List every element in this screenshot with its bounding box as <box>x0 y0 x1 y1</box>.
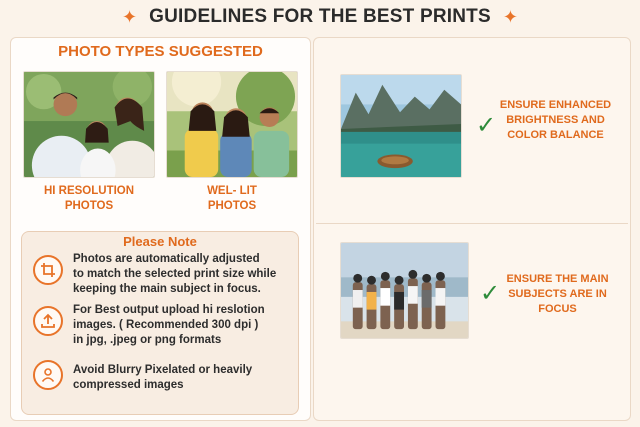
section-title: PHOTO TYPES SUGGESTED <box>58 43 263 60</box>
upload-icon <box>33 306 63 336</box>
page-header <box>0 0 640 34</box>
checkmark-icon: ✓ <box>480 280 501 307</box>
kids-photo <box>166 71 298 178</box>
sparkle-icon: ✦ <box>502 7 518 27</box>
note-item-avoid-blurry: Avoid Blurry Pixelated or heavily compressed images <box>73 364 253 391</box>
right-caption-brightness: ENSURE ENHANCED BRIGHTNESS AND COLOR BALANCE <box>499 99 612 141</box>
photo-caption-hi-resolution: HI RESOLUTION PHOTOS <box>43 185 135 212</box>
person-icon <box>33 360 63 390</box>
right-caption-focus: ENSURE THE MAIN SUBJECTS ARE IN FOCUS <box>506 273 609 315</box>
page-title: GUIDELINES FOR THE BEST PRINTS <box>149 6 491 27</box>
group-photo <box>340 242 469 339</box>
please-note-title: Please Note <box>123 234 197 249</box>
note-item-auto-adjust: Photos are automatically adjusted to match the selected print size while keeping the main subject in focus. <box>73 253 277 295</box>
lake-photo <box>340 74 462 178</box>
note-item-upload-resolution: For Best output upload hi reslotion images. ( Recommended 300 dpi ) in jpg, .jpeg or png formats <box>73 304 265 346</box>
sparkle-icon: ✦ <box>122 7 138 27</box>
photo-caption-well-lit: WEL- LIT PHOTOS <box>207 185 257 212</box>
checkmark-icon: ✓ <box>476 112 497 139</box>
right-divider <box>316 223 628 224</box>
family-photo <box>23 71 155 178</box>
crop-icon <box>33 255 63 285</box>
